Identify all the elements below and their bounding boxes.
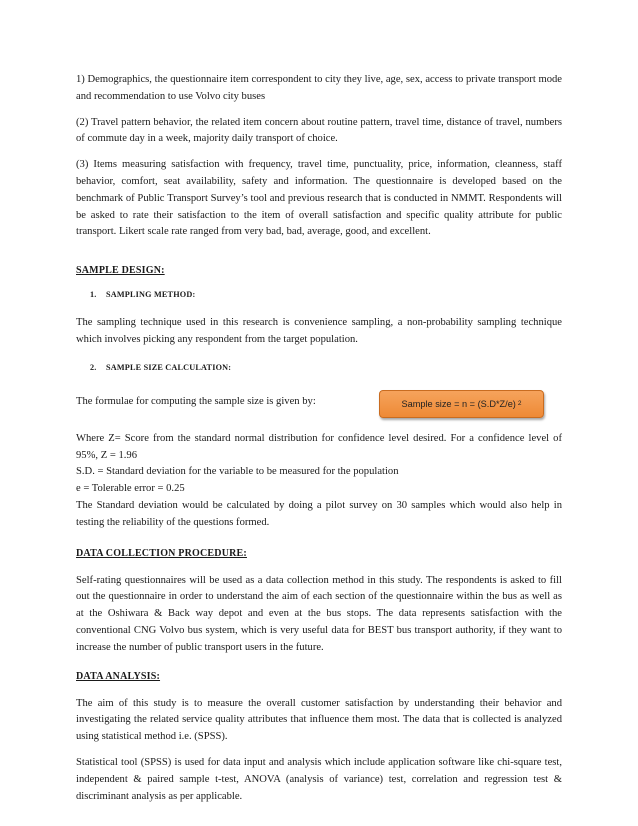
data-collection-paragraph: Self-rating questionnaires will be used as a data collection method in this study. The respondents is asked to fill out the questionnaire in order to understand the aim of each section of the questionnaire within the bus as well as at the Oshiwara & Back way depot and even at the bus stops. The data represents satisfaction with the conventional CNG Volvo bus system, which is very useful data for BEST bus transport authority, if they want to increase the number of public transport users in the future.: [76, 574, 562, 653]
data-analysis-paragraph-2: Statistical tool (SPSS) is used for data input and analysis which include application software like chi-square test, independent & paired sample t-test, ANOVA (analysis of variance) test, correlation and regression test & discriminant analysis as per applicable.: [76, 756, 562, 802]
travel-pattern-paragraph: (2) Travel pattern behavior, the related item concern about routine pattern, travel time, distance of travel, numbers of commute day in a week, majority daily transport of choice.: [76, 116, 562, 145]
formula-text: Sample size = n = (S.D*Z/e): [401, 398, 516, 409]
formula-exponent: 2: [517, 400, 522, 408]
satisfaction-paragraph: (3) Items measuring satisfaction with frequency, travel time, punctuality, price, information, cleanness, staff behavior, comfort, seat availability, safety and information. The questionnaire is developed based on the benchmark of Public Transport Survey’s tool and previous research that is conducted in NMMT. Respondents will be asked to rate their satisfaction to the item of overall satisfaction and specific quality attribute for public transport. Likert scale rate ranged from very bad, bad, average, good, and excellent.: [76, 159, 562, 238]
formula-intro: The formulae for computing the sample size is given by:: [76, 395, 316, 407]
tolerable-error: e = Tolerable error = 0.25: [76, 483, 185, 495]
sample-design-heading: SAMPLE DESIGN:: [76, 265, 165, 277]
sample-size-formula-box: [379, 390, 544, 418]
sample-size-number: 2.: [90, 362, 97, 372]
data-collection-heading: DATA COLLECTION PROCEDURE:: [76, 547, 247, 559]
data-analysis-heading: DATA ANALYSIS:: [76, 670, 161, 682]
document-page: [76, 72, 562, 814]
formula-row: [76, 388, 562, 422]
sampling-method-subheading: [76, 290, 562, 299]
sampling-method-title: SAMPLING METHOD:: [106, 290, 196, 300]
demographics-paragraph: 1) Demographics, the questionnaire item correspondent to city they live, age, sex, access to private transport mode and recommendation to use Volvo city buses: [76, 74, 562, 102]
data-analysis-paragraph-1: The aim of this study is to measure the overall customer satisfaction by understanding their behavior and investigating the related service quality attributes that influence them most. The data that is collected is analyzed using statistical method i.e. (SPSS).: [76, 697, 562, 743]
z-score-paragraph: Where Z= Score from the standard normal distribution for confidence level desired. For a confidence level of 95%, Z = 1.96: [76, 432, 562, 461]
sampling-method-number: 1.: [90, 290, 97, 300]
sample-size-subheading: [76, 363, 562, 372]
sample-size-title: SAMPLE SIZE CALCULATION:: [106, 362, 232, 372]
sampling-method-paragraph: The sampling technique used in this research is convenience sampling, a non-probability sampling technique which involves picking any respondent from the target population.: [76, 317, 562, 345]
sd-definition: S.D. = Standard deviation for the variable to be measured for the population: [76, 466, 399, 478]
pilot-survey-paragraph: The Standard deviation would be calculated by doing a pilot survey on 30 samples which would also help in testing the reliability of the questions formed.: [76, 499, 562, 528]
